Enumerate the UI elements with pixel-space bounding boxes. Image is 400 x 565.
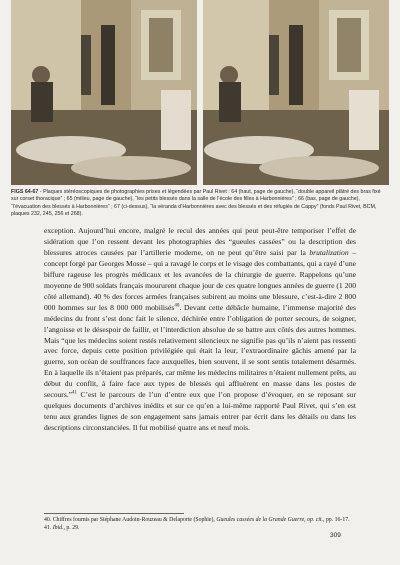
body-paragraph: [44, 226, 356, 434]
footnote-divider: [44, 513, 184, 514]
footnote-41: [44, 525, 356, 533]
footnote-40-title: Gueules cassées de la Grande Guerre, op. cit.: [216, 517, 323, 523]
footnote-ref-40[interactable]: 40: [174, 303, 180, 309]
footnotes: [44, 517, 356, 532]
footnote-40-suffix: , pp. 16-17.: [323, 517, 350, 523]
page-number: 309: [330, 532, 341, 539]
body-text-italic-brutalization: brutalization: [309, 247, 349, 257]
footnote-ref-41[interactable]: 41: [72, 390, 78, 396]
photo-scene-right: [203, 0, 389, 185]
figure-caption: [11, 189, 389, 218]
stereoscopic-photo-right: [203, 0, 389, 185]
body-text: [44, 226, 356, 434]
footnote-40: [44, 517, 356, 525]
footnote-41-prefix: 41.: [44, 524, 53, 531]
stereoscopic-photo-pair: [11, 0, 389, 185]
figure-caption-text: - Plaques stéréoscopiques de photographies prises et légendées par Paul Rivet : 64 (haut, page de gauche), “double appareil plâtré des bras fixé sur corset thoracique” ; 65 (milieu, page de gauche), “les petits blessés dans la salle de l’école des filles à Harbonnières” ; 66 (bas, page de gauche), “l’évacuation des blessés à Harbonnières” ; 67 (ci-dessus), “la véranda d’Harbonnières avec des blessés et des réfugiés de Cappy” (fonds Paul Rivet, BCM, plaques 232, 245, 256 et 268).: [11, 189, 381, 217]
body-text-part2: – concept forgé par Georges Mosse – qui a ravagé le corps et le visage des combattants, qui a rayé d’une biffure rageuse les progrès médicaux et les avancées de la chirurgie de guerre. Rappelons qu’une moyenne de 900 soldats français moururent chaque jour de ces quatre longues années de guerre (1 200 côté allemand). 40 % des forces armées françaises subirent au moins une blessure, c’est-à-dire 2 800 000 hommes sur les 8 000 000 mobilisés: [44, 247, 356, 312]
footnote-41-ibid: Ibid.: [52, 524, 64, 531]
figure-caption-label: FIGS 64-67: [11, 189, 39, 195]
body-text-part3: . Devant cette débâcle humaine, l’immense majorité des médecins du front s’est donc fait le silence, déchirée entre l’obligation de porter secours, de soigner, l’angoisse et le désespoir de faillir, et l’interdiction absolue de se battre aux côtés des autres hommes. Mais “que les médecins soient restés relativement silencieux ne signifie pas qu’ils n’aient pas ressenti avec force, depuis cette position privilégiée qui était la leur, l’extraordinaire gâchis amené par la guerre, son océan de souffrances face auxquelles, bien souvent, il se sont sentis totalement désarmés. En à laquelle ils n’étaient pas préparés, car même les médecins militaires n’étaient nullement prêts, au début du conflit, à faire face aux types de blessés qui affluèrent en masse dans les postes de secours.”: [44, 302, 356, 400]
photo-scene-left: [11, 0, 197, 185]
body-text-part4: C’est le parcours de l’un d’entre eux que l’on propose d’évoquer, en se reposant sur quelques documents d’archives inédits et sur ce qu’en a lui-même rapporté Paul Rivet, qui s’en est tenu aux grandes lignes de son engagement sans jamais entrer par écrit dans les détails ou dans les descriptions circonstanciées. Il fut mobilisé quatre ans et neuf mois.: [44, 390, 356, 433]
stereoscopic-photo-left: [11, 0, 197, 185]
body-text-part1: exception. Aujourd’hui encore, malgré le recul des années qui peut peut-être temporiser l’effet de sidération que l’on ressent devant les photographies des “gueules cassées” ou la description des blessures atroces causées par l’artillerie moderne, on ne peut qu’être saisi par la: [44, 226, 356, 257]
footnote-41-suffix: , p. 29.: [63, 524, 80, 531]
footnote-40-prefix: 40. Chiffres fournis par Stéphane Audoin-Rouzeau & Delaporte (Sophie),: [44, 517, 217, 523]
